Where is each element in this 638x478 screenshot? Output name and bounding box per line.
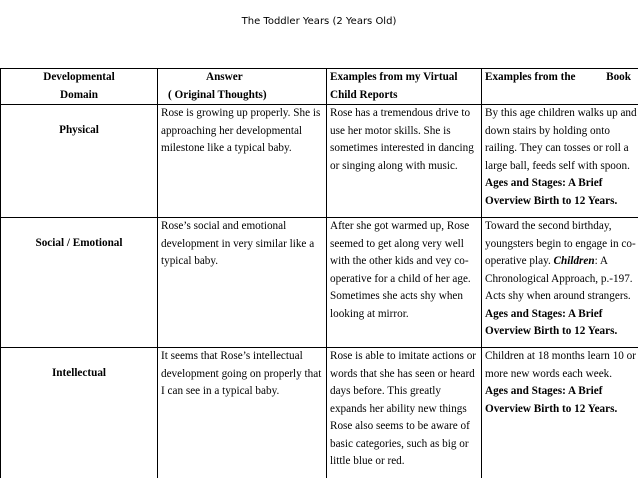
virtual-cell: After she got warmed up, Rose seemed to get along very well with the other kids and vey co-operative for a child of her age. Sometimes she acts shy when looking at mirror. bbox=[327, 218, 482, 348]
answer-cell: Rose is growing up properly. She is approaching her developmental milestone like a typical baby. bbox=[158, 105, 327, 218]
domain-label: Social / Emotional bbox=[35, 237, 123, 249]
header-row bbox=[1, 69, 638, 105]
book-text: : A Chronological Approach, p.-197. Acts shy when around strangers. bbox=[485, 255, 633, 302]
book-text: Children at 18 months learn 10 or more new words each week. bbox=[485, 350, 637, 380]
header-book bbox=[482, 69, 638, 105]
page-title: The Toddler Years (2 Years Old) bbox=[241, 16, 397, 27]
answer-cell: It seems that Rose’s intellectual development going on properly that I can see in a typical baby. bbox=[158, 348, 327, 478]
book-source: Ages and Stages: A Brief Overview Birth to 12 Years. bbox=[485, 177, 618, 207]
book-source: Ages and Stages: A Brief Overview Birth to 12 Years. bbox=[485, 385, 618, 415]
header-virtual-line1: Examples from my Virtual bbox=[330, 71, 458, 83]
header-answer-line1: Answer bbox=[206, 71, 243, 83]
virtual-cell: Rose has a tremendous drive to use her motor skills. She is sometimes interested in dancing or singing along with music. bbox=[327, 105, 482, 218]
domain-label: Intellectual bbox=[51, 367, 107, 379]
virtual-cell: Rose is able to imitate actions or words that she has seen or heard days before. This greatly expands her ability new things Rose also seems to be aware of basic categories, such as big or little blue or red. bbox=[327, 348, 482, 478]
domain-cell bbox=[1, 218, 158, 348]
header-domain-line2: Domain bbox=[60, 88, 98, 101]
book-cell bbox=[482, 218, 638, 348]
header-virtual bbox=[327, 69, 482, 105]
table-row bbox=[1, 105, 638, 218]
header-domain-line1: Developmental bbox=[43, 71, 115, 83]
header-answer bbox=[158, 69, 327, 105]
header-book-right: Book bbox=[606, 71, 631, 83]
answer-cell: Rose’s social and emotional development in very similar like a typical baby. bbox=[158, 218, 327, 348]
domain-cell bbox=[1, 105, 158, 218]
development-table bbox=[0, 68, 638, 478]
header-virtual-line2: Child Reports bbox=[330, 88, 398, 101]
book-text: Toward the second birthday, youngsters begin to engage in co-operative play. bbox=[485, 220, 636, 267]
header-book-left: Examples from the bbox=[485, 71, 576, 83]
header-answer-line2: ( Original Thoughts) bbox=[168, 88, 267, 101]
header-domain bbox=[1, 69, 158, 105]
table-row bbox=[1, 218, 638, 348]
book-cell bbox=[482, 105, 638, 218]
table-row bbox=[1, 348, 638, 478]
book-italic-title: Children bbox=[553, 255, 595, 267]
domain-label: Physical bbox=[59, 124, 99, 136]
domain-cell bbox=[1, 348, 158, 478]
book-cell bbox=[482, 348, 638, 478]
book-source: Ages and Stages: A Brief Overview Birth to 12 Years. bbox=[485, 307, 618, 337]
book-text: By this age children walks up and down stairs by holding onto railing. They can tosses or roll a large ball, feeds self with spoon. bbox=[485, 107, 637, 172]
